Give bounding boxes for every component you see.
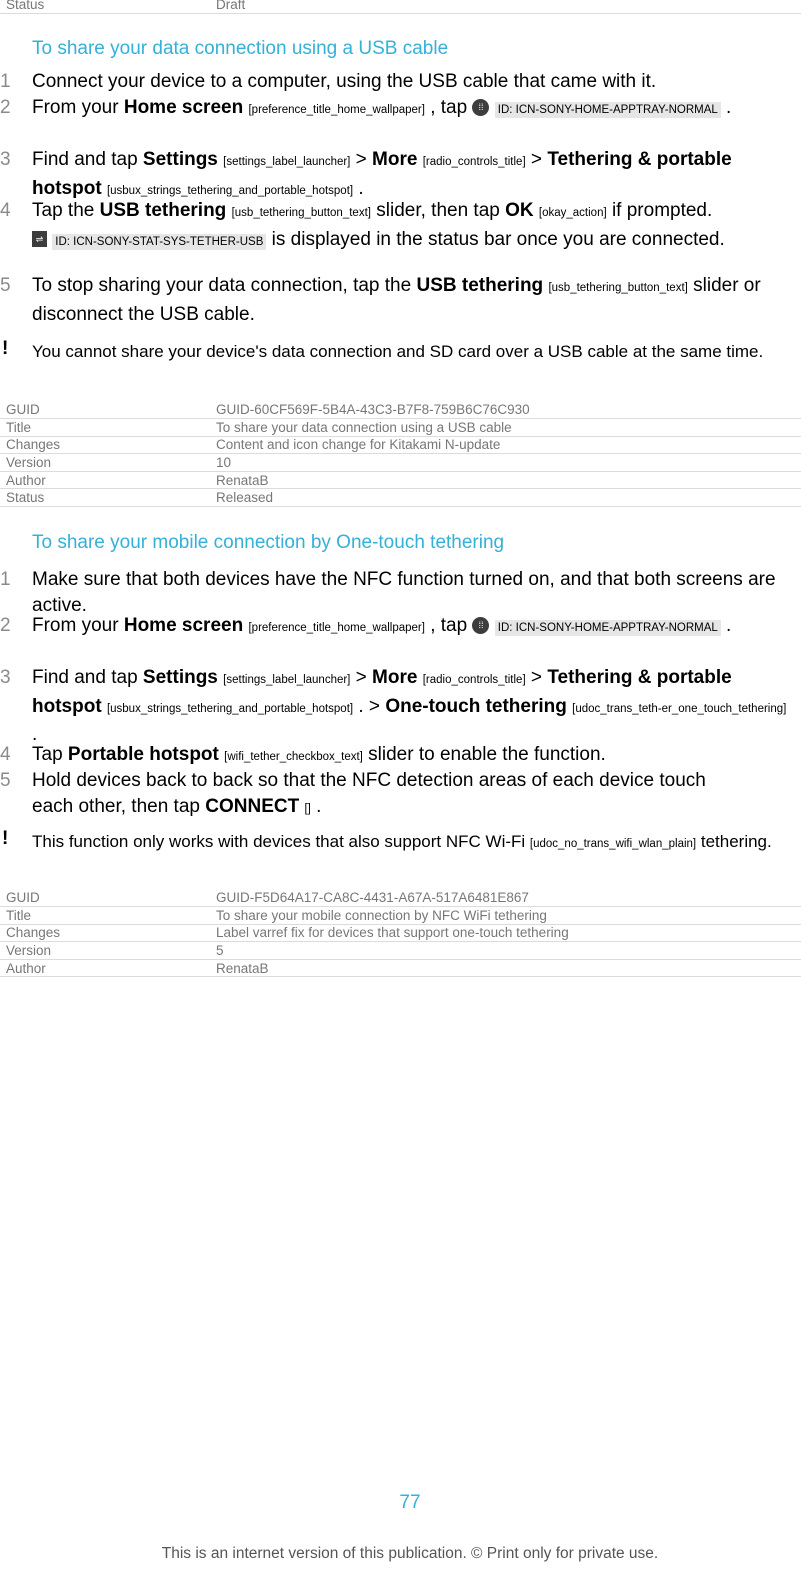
ui-term: Tethering & portable hotspot [32,667,732,717]
step-text: Hold devices back to back so that the NFC detection areas of each device touch each other, then tap CONNECT [] . [32,770,706,817]
ui-term: More [372,149,418,170]
step-text: From your Home screen [preference_title_home_wallpaper] , tap ⁞⁞ ID: ICN-SONY-HOME-APPTRAY-NORMAL . [32,97,732,118]
apps-tray-icon: ⁞⁞ [472,99,489,116]
metadata-row: Author RenataB [0,959,801,977]
ui-term: Settings [142,149,218,170]
section-heading-usb: To share your data connection using a USB cable [32,38,449,59]
ui-term: Settings [142,667,218,688]
step-number: 3 [0,149,11,170]
step-number: 5 [0,275,11,296]
metadata-table [0,889,801,977]
metadata-row [0,0,801,14]
icon-id-tag: ID: ICN-SONY-STAT-SYS-TETHER-USB [52,234,266,250]
metadata-row: Title To share your data connection using a USB cable [0,419,801,437]
ui-term: USB tethering [416,275,544,296]
metadata-row: GUID GUID-F5D64A17-CA8C-4431-A67A-517A6481E867 [0,889,801,907]
ui-term: USB tethering [99,200,227,221]
metadata-row: Author RenataB [0,471,801,489]
metadata-row: GUID GUID-60CF569F-5B4A-43C3-B7F8-759B6C76C930 [0,401,801,419]
step-text: From your Home screen [preference_title_home_wallpaper] , tap ⁞⁞ ID: ICN-SONY-HOME-APPTRAY-NORMAL . [32,615,732,636]
usb-tether-icon: ⇌ [32,231,47,247]
metadata-row: Changes Content and icon change for Kitakami N-update [0,436,801,454]
step-number: 2 [0,615,11,636]
apps-tray-icon: ⁞⁞ [472,617,489,634]
ui-term: One-touch tethering [385,695,567,717]
step-number: 2 [0,97,11,118]
metadata-table [0,401,801,507]
metadata-value: Draft [210,0,801,14]
ui-term: More [372,667,418,688]
top-metadata-table [0,0,801,14]
metadata-row: Version 5 [0,942,801,960]
ui-term: Portable hotspot [67,744,219,765]
step-number: 3 [0,667,11,688]
warning-icon: ! [2,338,9,359]
step-number: 4 [0,200,11,221]
ui-term: CONNECT [205,795,300,817]
ui-term: OK [505,200,534,221]
note-text: This function only works with devices that also support NFC Wi-Fi [udoc_no_trans_wifi_wlan_plain] tethering. [32,832,772,851]
ui-term: Home screen [123,97,244,118]
step-text: Connect your device to a computer, using the USB cable that came with it. [32,71,657,92]
step-text: Tap Portable hotspot [wifi_tether_checkbox_text] slider to enable the function. [32,744,606,765]
page-number: 77 [399,1492,421,1513]
icon-id-tag: ID: ICN-SONY-HOME-APPTRAY-NORMAL [495,620,721,636]
step-text: Find and tap Settings [settings_label_launcher] > More [radio_controls_title] > Tethering & portable hotspot [usbux_strings_tethering_and_portable_hotspot] . > One-touch tethering [udoc_trans_teth-er_one_touch_tethering] . [32,667,787,745]
metadata-row: Version 10 [0,454,801,472]
metadata-row: Changes Label varref fix for devices that support one-touch tethering [0,924,801,942]
step-text: To stop sharing your data connection, tap the USB tethering [usb_tethering_button_text] slider or disconnect the USB cable. [32,275,761,325]
warning-icon: ! [2,828,9,849]
step-number: 1 [0,569,11,590]
note-text: You cannot share your device's data connection and SD card over a USB cable at the same time. [32,342,764,361]
step-number: 1 [0,71,11,92]
metadata-key: Status [0,0,210,14]
ui-term: Home screen [123,615,244,636]
section-heading-nfc: To share your mobile connection by One-touch tethering [32,532,505,553]
step-number: 5 [0,770,11,791]
metadata-row: Title To share your mobile connection by NFC WiFi tethering [0,907,801,925]
step-number: 4 [0,744,11,765]
step-text: Find and tap Settings [settings_label_launcher] > More [radio_controls_title] > Tethering & portable hotspot [usbux_strings_tethering_and_portable_hotspot] . [32,149,732,199]
footer-notice: This is an internet version of this publication. © Print only for private use. [161,1545,659,1562]
metadata-row: Status Released [0,489,801,507]
icon-id-tag: ID: ICN-SONY-HOME-APPTRAY-NORMAL [495,102,721,118]
step-text: Make sure that both devices have the NFC function turned on, and that both screens are active. [32,569,776,616]
step-text: Tap the USB tethering [usb_tethering_button_text] slider, then tap OK [okay_action] if prompted. ⇌ ID: ICN-SONY-STAT-SYS-TETHER-USB is displayed in the status bar once you are connected. [32,200,725,250]
ui-term: Tethering & portable hotspot [32,149,732,199]
